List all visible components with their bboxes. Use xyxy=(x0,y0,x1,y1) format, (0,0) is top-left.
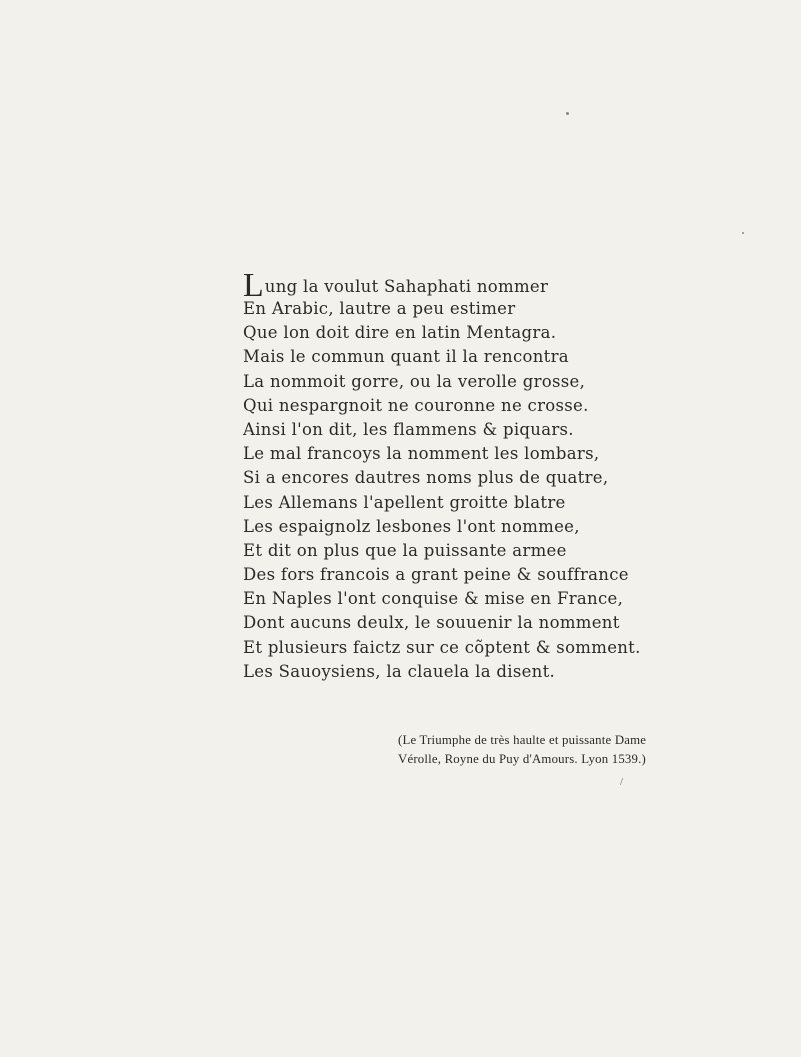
poem-line: Les Sauoysiens, la clauela la disent. xyxy=(243,661,556,681)
poem-line: Mais le commun quant il la rencontra xyxy=(243,347,569,367)
citation-line: (Le Triumphe de très haulte et puissante Dame xyxy=(398,733,647,747)
drop-cap: L xyxy=(243,267,264,304)
poem-line: Les Allemans l'apellent groitte blatre xyxy=(243,492,566,512)
poem-line xyxy=(243,262,763,304)
stray-mark: / xyxy=(620,776,624,788)
poem-line: Et dit on plus que la puissante armee xyxy=(243,540,567,560)
poem-line: Des fors francois a grant peine & souffrance xyxy=(243,565,629,585)
poem-line: En Naples l'ont conquise & mise en France, xyxy=(243,589,624,609)
poem-line: Qui nespargnoit ne couronne ne crosse. xyxy=(243,395,589,415)
poem-line: Ainsi l'on dit, les flammens & piquars. xyxy=(243,419,574,439)
poem-line: La nommoit gorre, ou la verolle grosse, xyxy=(243,371,586,391)
paper-speck xyxy=(742,232,744,234)
citation-line: Vérolle, Royne du Puy d'Amours. Lyon 1539.) xyxy=(398,752,646,766)
poem xyxy=(243,262,763,684)
paper-speck xyxy=(566,112,569,115)
poem-line: Dont aucuns deulx, le souuenir la nomment xyxy=(243,613,620,633)
poem-line: En Arabic, lautre a peu estimer xyxy=(243,299,516,318)
poem-line: Et plusieurs faictz sur ce cõptent & somment. xyxy=(243,637,641,657)
poem-line: Si a encores dautres noms plus de quatre, xyxy=(243,468,609,488)
poem-line-text: ung la voulut Sahaphati nommer xyxy=(264,277,549,296)
poem-line: Que lon doit dire en latin Mentagra. xyxy=(243,323,557,343)
poem-line: Les espaignolz lesbones l'ont nommee, xyxy=(243,516,580,536)
source-citation xyxy=(398,731,646,769)
poem-line: Le mal francoys la nomment les lombars, xyxy=(243,444,600,464)
